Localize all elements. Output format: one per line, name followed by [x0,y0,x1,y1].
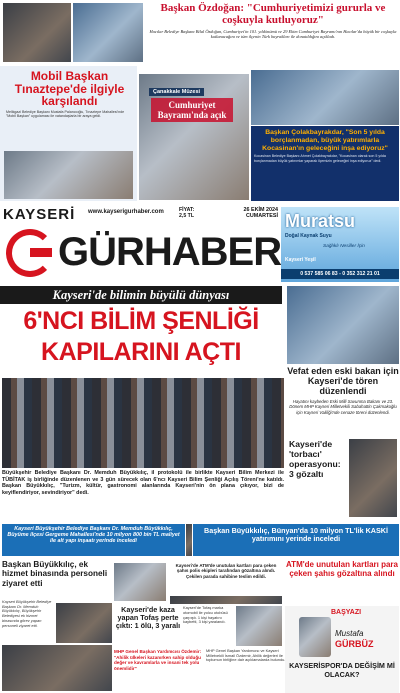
hizmet-photo-1 [114,563,166,601]
banner-left[interactable] [2,524,185,556]
right-story-photo [251,70,399,125]
day-text: CUMARTESİ [245,213,278,220]
ad-subtitle: Doğal Kaynak Suyu [285,233,332,239]
masthead-logo-bar [30,248,52,257]
funeral-story[interactable] [287,366,399,415]
left-story-body: Melikgazi Belediye Başkanı Mustafa Palancıoğlu, Tınaztepe Mahallesi'nde "Mobil Başkan" uygulaması ile vatandaşlarla bir araya geldi. [6,109,125,118]
water-ad[interactable] [281,207,399,282]
date-text: 26 EKİM 2024 [243,207,278,213]
banner-mid-photo [186,524,192,556]
column-author-last: GÜRBÜZ [335,639,374,649]
center-story-photo[interactable] [139,74,249,200]
banner-right[interactable] [193,524,399,556]
atm-photo [170,596,282,604]
center-story-title: Cumhuriyet Bayramı'nda açık [151,98,233,122]
banner-left-text: Kayseri Büyükşehir Belediye Başkanı Dr. Memduh Büyükkılıç, Büyüme ilçesi Gergeme Mahallesi'nde 10 milyon 800 bin TL maliyet ile alt yapı inşaatı yerinde inceledi [7,526,180,545]
main-headline-1: 6'NCI BİLİM ŞENLİĞİ [23,307,259,335]
masthead-date-box [214,207,278,219]
ad-brand: Muratsu [285,211,356,231]
torbaci-title: Kayseri'de 'torbacı' operasyonu: 3 gözaltı [289,439,341,479]
right-story[interactable] [251,126,399,201]
column-author-first: Mustafa [335,629,364,638]
ad-line: Sağlıklı Nesiller İçin [323,244,365,249]
hizmet-photo-2 [56,603,112,643]
kaza-story[interactable] [114,606,182,648]
kaza-title: Kayseri'de kaza yapan Tofaş perte çıktı: 1 ölü, 3 yaralı [115,605,181,631]
column-label: BAŞYAZI [331,609,362,616]
masthead-city: KAYSERİ [3,206,76,223]
masthead-price-box [179,207,194,219]
atm-story[interactable] [285,560,399,604]
atm-title: ATM'de unutulan kartları para çeken şahıs gözaltına alındı [286,560,398,578]
left-story-photo [4,151,133,199]
top-headline [148,2,398,40]
top-headline-text: Başkan Özdoğan: "Cumhuriyetimizi gururla ve coşkuyla kutluyoruz" [160,2,386,26]
right-story-body: Kocasinan Belediye Başkanı Ahmet Çolakbayrakdar, "Kocasinan olarak son 5 yılda borçlanmadan büyük yatırımlar yaparak ilçemizin geleceğini inşa ediyoruz" dedi. [254,154,386,163]
hizmet-body: Kayseri Büyükşehir Belediye Başkanı Dr. Memduh Büyükkılıç, Büyükşehir Belediyesi ek hizmet binasında görev yapan personeli ziyaret etti. [2,599,52,628]
funeral-title: Vefat eden eski bakan için Kayseri'de tören düzenlendi [287,366,399,396]
main-kicker-text: Kayseri'de bilimin büyülü dünyası [52,288,230,302]
hizmet-title: Başkan Büyükkılıç, ek hizmet binasında personeli ziyaret etti [2,560,108,588]
left-story-title: Mobil Başkan Tınaztepe'de ilgiyle karşılandı [14,69,125,108]
banner-right-text: Başkan Büyükkılıç, Bünyan'da 10 milyon TL'lik KASKİ yatırımını yerinde inceledi [204,526,388,543]
kaza-photo [236,606,282,646]
masthead-logo-text: GÜRHABER [58,230,282,274]
main-headline-2: KAPILARINI AÇTI [41,338,241,366]
top-photo-2 [73,3,143,62]
mhp-photo [2,645,112,691]
masthead [0,204,280,284]
ad-location: Kayseri Yeşil [285,257,316,263]
torbaci-story[interactable] [287,437,399,521]
atm-left: Kayseri'de ATM'de unutulan kartları para çeken şahıs polis ekipleri tarafından gözaltına alındı. Çekilen parada sahibine teslim edildi. [175,563,277,579]
kaza-body: Kayseri'de Tofaş marka otomobil ile yolcu otobüsü çarpıştı. 1 kişi hayatını kaybetti, 3 kişi yaralandı. [183,605,228,625]
mhp-body: MHP Genel Başkan Yardımcısı ve Kayseri Milletvekili İsmail Özdemir, Ahilik değerleri ile toplumun birliğine dair açıklamalarda bulundu. [206,648,286,663]
main-photo [2,378,284,468]
masthead-website[interactable]: www.kayserigurhaber.com [88,209,164,215]
mhp-story[interactable] [114,649,292,693]
right-story-title: Başkan Çolakbayrakdar, "Son 5 yılda borçlanmadan, büyük yatırımlarla Kocasinan'ın geleceğini inşa ediyoruz" [262,129,388,152]
top-body-text: Hacılar Belediye Başkanı Bilal Özdoğan, Cumhuriyet'in 101. yıldönümü ve 29 Ekim Cumhuriyet Bayramı'nın Hacılar'da büyük bir coşkuyla kutlanacağını ve tüm ilçenin Türk bayrakları ile donatıldığını açıkladı. [149,29,397,40]
torbaci-photo [349,439,397,517]
center-story-badge: Çanakkale Müzesi [149,88,204,96]
ad-phone[interactable]: 0 537 585 06 83 - 0 352 312 21 01 [281,269,399,279]
column[interactable] [285,606,399,693]
main-kicker [0,286,282,304]
price-label: FİYAT: [179,207,195,213]
mhp-title: MHP Genel Başkan Yardımcısı Özdemir: "Ahilik ülkeleri kazanırken sahip olduğu değer ve kavramlarla ve insani tek yolu önemlidir" [114,649,202,671]
left-story[interactable] [0,66,137,201]
funeral-photo [287,286,399,364]
column-author-photo [299,617,331,657]
funeral-body: Hayatını kaybeden Eski Milli Savunma Bakanı ve 23. Dönem MHP Kayseri Milletvekili Sabahattin Çakmakoğlu için Kayseri Valiliği'nde cenaze töreni düzenlendi. [289,399,397,415]
main-body: Büyükşehir Belediye Başkanı Dr. Memduh Büyükkılıç, il protokolü ile birlikte Kayseri Bilim Merkezi ile TÜBİTAK iş birliğinde düzenlenen ve 3 gün sürecek olan 6'ncı Kayseri Bilim Şenliği Açılış Töreni'ne katıldı. Başkan Büyükkılıç, "Turizm, kültür, gastronomi alanlarında Kayseri'nin ön plana çıkıyor, bizi de keyiflendiriyor, sevindiriyor" dedi. [2,470,284,496]
column-title: KAYSERİSPOR'DA DEĞİŞİM Mİ OLACAK? [289,661,395,679]
top-photo-1 [3,3,71,62]
price-value: 2,5 TL [179,213,194,219]
